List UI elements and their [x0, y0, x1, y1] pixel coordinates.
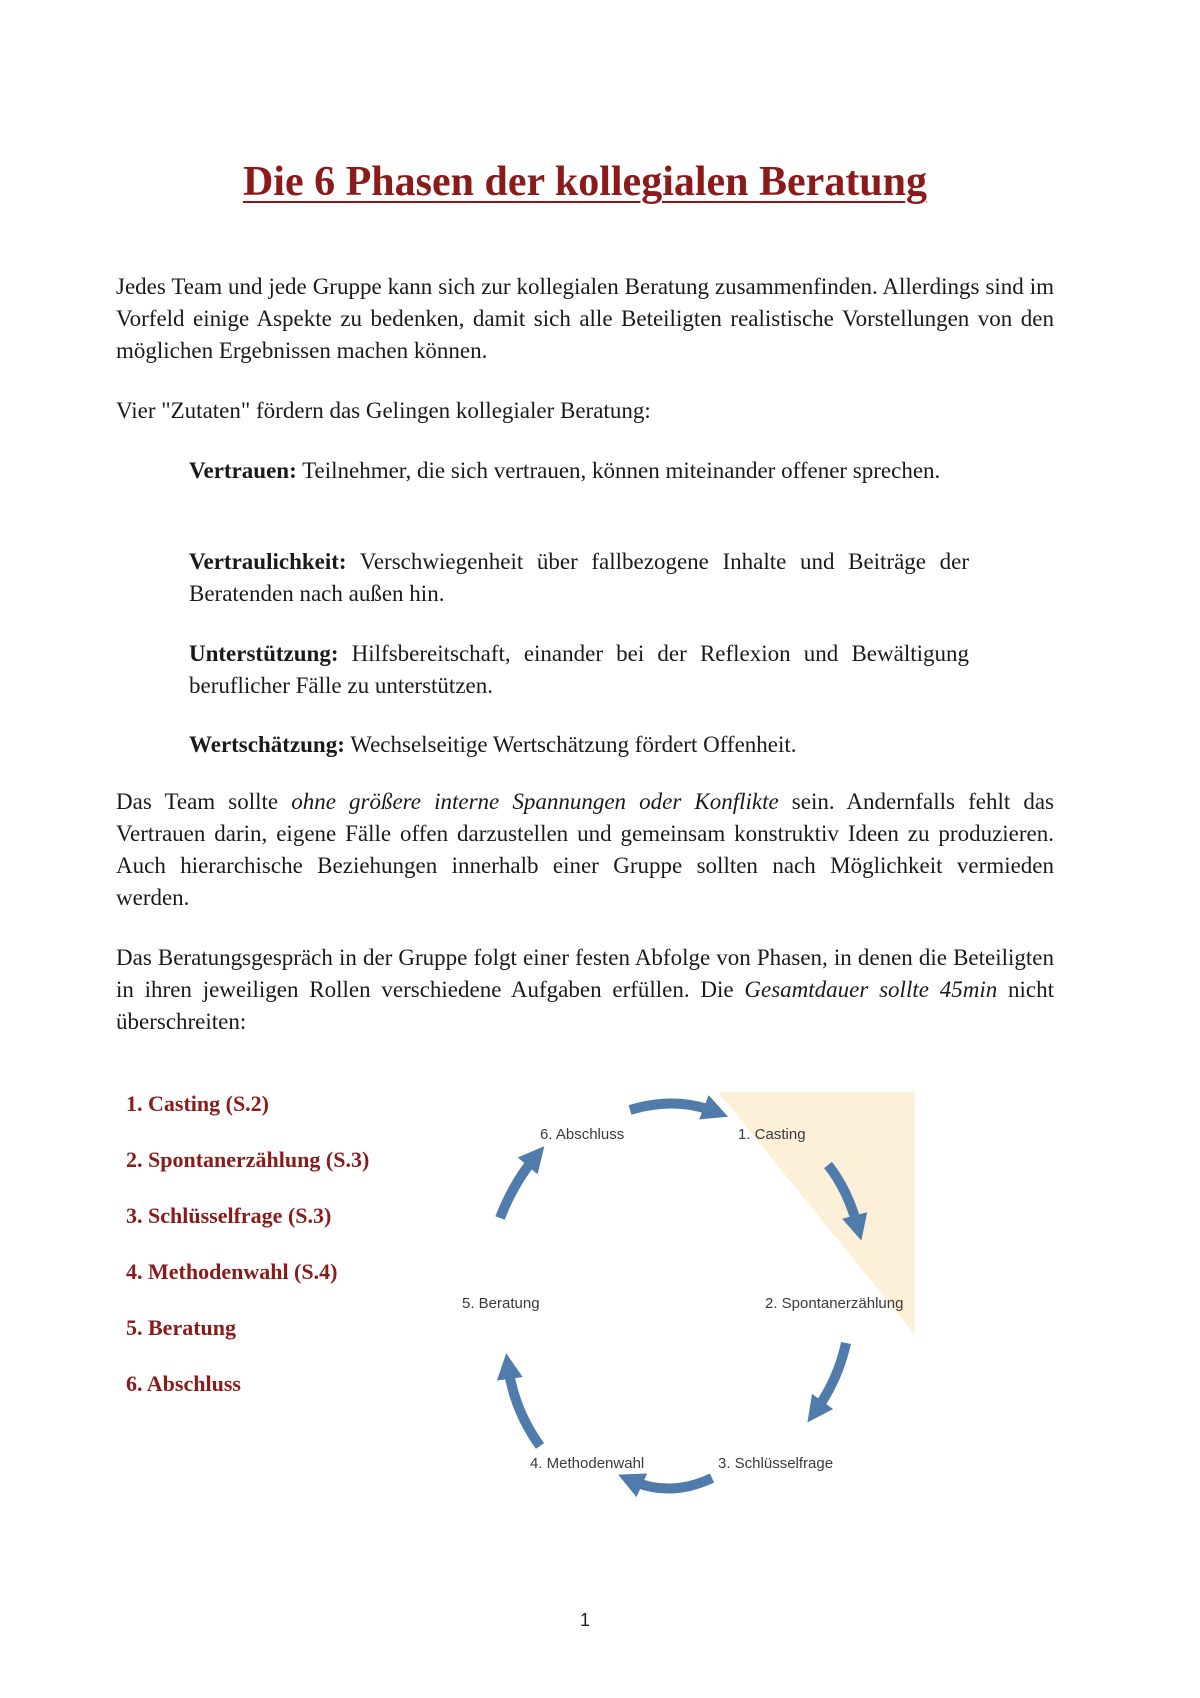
cycle-arrow-2-to-3 — [815, 1343, 846, 1412]
cycle-label-spontanerzaehlung: 2. Spontanerzählung — [765, 1295, 904, 1312]
cycle-label-casting: 1. Casting — [738, 1126, 806, 1143]
process-text-emphasis: Gesamtdauer sollte 45min — [744, 977, 998, 1002]
cycle-arrow-5-to-6 — [500, 1156, 536, 1218]
phase-cycle-diagram — [440, 1090, 930, 1540]
phase-list — [126, 1086, 369, 1422]
cycle-label-methodenwahl: 4. Methodenwahl — [530, 1455, 645, 1472]
cycle-arrow-4-to-5 — [508, 1366, 540, 1446]
cycle-label-abschluss: 6. Abschluss — [540, 1126, 625, 1143]
cycle-label-beratung: 5. Beratung — [462, 1295, 540, 1312]
process-text-after: nicht überschreiten: — [116, 977, 1054, 1034]
ingredient-text: Hilfsbereitschaft, einander bei der Reflexion und Bewältigung beruflicher Fälle zu unterstützen. — [189, 641, 969, 698]
ingredients-intro: Vier "Zutaten" fördern das Gelingen kollegialer Beratung: — [116, 398, 651, 423]
ingredient-support — [189, 638, 969, 702]
ingredient-text: Wechselseitige Wertschätzung fördert Offenheit. — [344, 732, 797, 757]
page-title: Die 6 Phasen der kollegialen Beratung — [242, 159, 928, 206]
phase-list-item: 1. Casting (S.2) — [126, 1091, 270, 1116]
team-text-emphasis: ohne größere interne Spannungen oder Konflikte — [291, 789, 779, 814]
intro-paragraph: Jedes Team und jede Gruppe kann sich zur kollegialen Beratung zusammenfinden. Allerdings sind im Vorfeld einige Aspekte zu bedenken, damit sich alle Beteiligten realistische Vorstellungen von den möglichen Ergebnissen machen können. — [116, 274, 1054, 363]
team-paragraph — [116, 786, 1054, 914]
ingredient-term: Vertraulichkeit: — [189, 549, 347, 574]
cycle-label-schluesselfrage: 3. Schlüsselfrage — [718, 1455, 834, 1472]
phase-list-item: 4. Methodenwahl (S.4) — [126, 1259, 338, 1284]
ingredient-appreciation — [189, 729, 969, 761]
phase-list-item: 3. Schlüsselfrage (S.3) — [126, 1203, 332, 1228]
cycle-arrow-3-to-4 — [630, 1478, 712, 1489]
process-paragraph — [116, 942, 1054, 1038]
ingredient-term: Wertschätzung: — [189, 732, 345, 757]
ingredient-text: Teilnehmer, die sich vertrauen, können miteinander offener sprechen. — [296, 458, 941, 483]
ingredient-text: Verschwiegenheit über fallbezogene Inhalte und Beiträge der Beratenden nach außen hin. — [189, 549, 969, 606]
ingredient-term: Unterstützung: — [189, 641, 339, 666]
team-text-after: sein. Andernfalls fehlt das Vertrauen darin, eigene Fälle offen darzustellen und gemeinsam konstruktiv Ideen zu produzieren. Auch hierarchische Beziehungen innerhalb einer Gruppe sollten nach Möglichkeit vermieden werden. — [116, 789, 1054, 910]
process-text-before: Das Beratungsgespräch in der Gruppe folgt einer festen Abfolge von Phasen, in denen die Beteiligten in ihren jeweiligen Rollen verschiedene Aufgaben erfüllen. Die — [116, 945, 1054, 1002]
ingredient-term: Vertrauen: — [189, 458, 297, 483]
phase-list-item: 2. Spontanerzählung (S.3) — [126, 1147, 370, 1172]
phase-list-item: 5. Beratung — [126, 1315, 236, 1340]
page-number: 1 — [579, 1610, 590, 1630]
ingredient-trust — [189, 455, 969, 487]
cycle-arrow-6-to-1 — [630, 1103, 716, 1112]
ingredient-confidentiality — [189, 546, 969, 610]
phase-list-item: 6. Abschluss — [126, 1371, 241, 1396]
team-text-before: Das Team sollte — [116, 789, 292, 814]
